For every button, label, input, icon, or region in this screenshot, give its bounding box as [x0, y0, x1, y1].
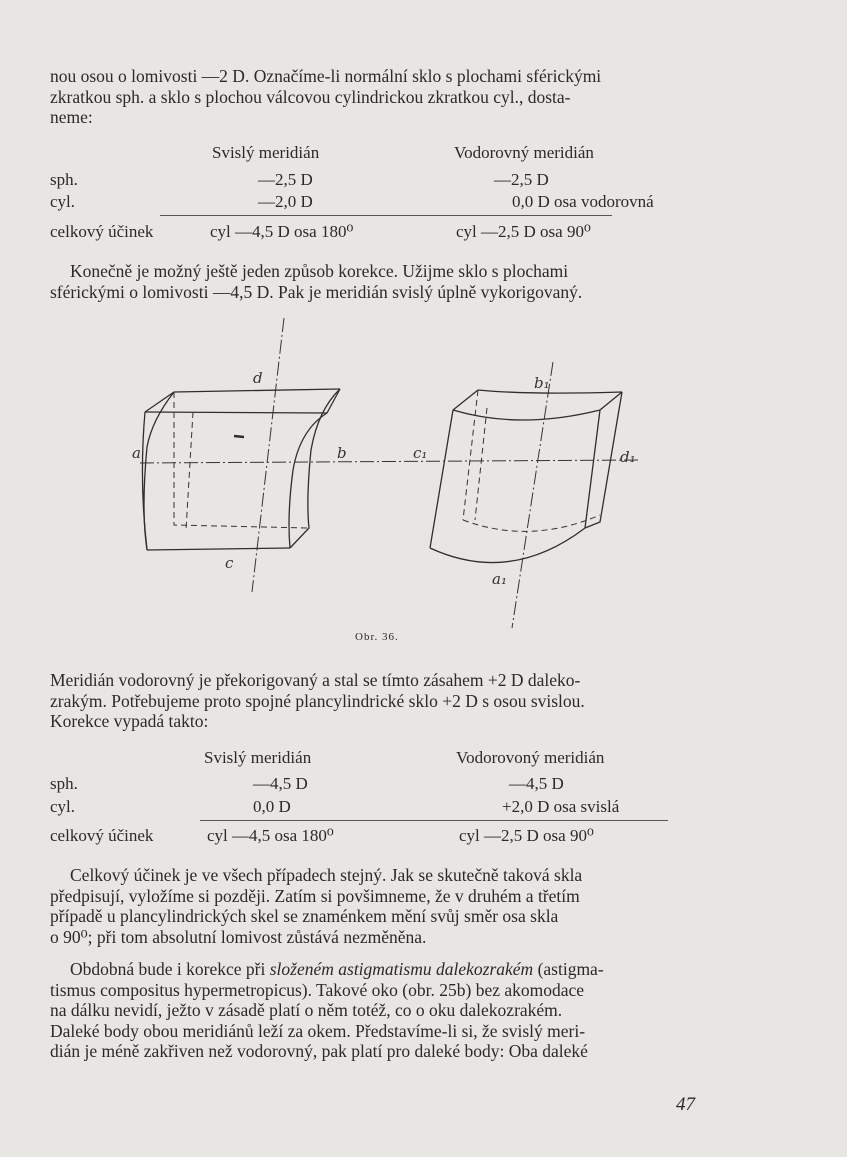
table1-header-horizontal: Vodorovný meridián [454, 143, 594, 162]
text-line: Celkový účinek je ve všech případech stejný. Jak se skutečně taková skla [70, 865, 583, 885]
label-a: a [132, 444, 141, 462]
table1-total-vertical: cyl —4,5 D osa 180⁰ [210, 222, 354, 241]
table1-header-vertical: Svislý meridián [212, 143, 320, 162]
italic-term: složeném astigmatismu dalekozrakém [269, 959, 534, 979]
table2-total-horizontal: cyl —2,5 D osa 90⁰ [459, 826, 594, 845]
table1-row-label: cyl. [50, 192, 76, 211]
text-line: dián je méně zakřiven než vodorovný, pak platí pro daleké body: Oba daleké [50, 1041, 588, 1061]
label-a1: a₁ [492, 570, 507, 588]
text-line: neme: [50, 107, 93, 127]
text-line: tismus compositus hypermetropicus). Takové oko (obr. 25b) bez akomodace [50, 979, 585, 1000]
text-segment: (astigma- [533, 959, 604, 979]
right-lens-drawing [430, 362, 622, 628]
text-line: na dálku nevidí, ježto v zásadě platí o něm totéž, co o oku dalekozrakém. [50, 1000, 563, 1020]
table2-header-horizontal: Vodorovoný meridián [456, 748, 605, 767]
table2-row-label: sph. [50, 774, 78, 793]
table2-row-horizontal: —4,5 D [509, 774, 564, 793]
table1-row-vertical: —2,5 D [258, 170, 313, 189]
text-line: zkratkou sph. a sklo s plochou válcovou cylindrickou zkratkou cyl., dosta- [50, 86, 571, 107]
table1-total-label: celkový účinek [50, 222, 154, 241]
table1-row-horizontal: —2,5 D [494, 170, 549, 189]
label-b1: b₁ [534, 374, 550, 392]
text-line [50, 959, 720, 980]
label-d1: d₁ [620, 448, 636, 466]
text-line: sférickými o lomivosti —4,5 D. Pak je meridián svislý úplně vykorigovaný. [50, 281, 583, 302]
table2-row-label: cyl. [50, 797, 76, 816]
table2-total-label: celkový účinek [50, 826, 154, 845]
figure-caption: Obr. 36. [355, 631, 399, 643]
table1-row-vertical: —2,0 D [258, 192, 313, 211]
page-number: 47 [676, 1094, 695, 1115]
text-line: případě u plancylindrických skel se znaménkem mění svůj směr osa skla [50, 906, 559, 926]
text-line: Daleké body obou meridiánů leží za okem. Představíme-li si, že svislý meri- [50, 1020, 586, 1041]
table2-header-vertical: Svislý meridián [204, 748, 312, 767]
label-d: d [253, 369, 263, 387]
table2-row-horizontal: +2,0 D osa svislá [502, 797, 620, 816]
table2-total-vertical: cyl —4,5 osa 180⁰ [207, 826, 334, 845]
text-line: předpisují, vyložíme si později. Zatím si povšimneme, že v druhém a třetím [50, 885, 580, 906]
table2-row-vertical: —4,5 D [253, 774, 308, 793]
text-segment: Obdobná bude i korekce při [70, 959, 270, 979]
text-line: Korekce vypadá takto: [50, 711, 209, 731]
text-line: nou osou o lomivosti —2 D. Označíme-li normální sklo s plochami sférickými [50, 66, 602, 86]
label-b: b [337, 444, 347, 462]
text-line: Konečně je možný ještě jeden způsob korekce. Užijme sklo s plochami [70, 261, 569, 281]
sum-divider [200, 820, 668, 821]
paragraph-4 [50, 865, 720, 947]
table1-total-horizontal: cyl —2,5 D osa 90⁰ [456, 222, 591, 241]
text-line: zrakým. Potřebujeme proto spojné plancylindrické sklo +2 D s osou svislou. [50, 690, 585, 711]
paragraph-3 [50, 670, 720, 732]
table1-row-horizontal: 0,0 D osa vodorovná [512, 192, 654, 211]
table1-row-label: sph. [50, 170, 78, 189]
text-line: o 90⁰; při tom absolutní lomivost zůstává nezměněna. [50, 926, 427, 947]
label-c1: c₁ [413, 444, 428, 462]
table2-row-vertical: 0,0 D [253, 797, 291, 816]
text-line: Meridián vodorovný je překorigovaný a stal se tímto zásahem +2 D daleko- [50, 670, 581, 690]
label-c: c [225, 554, 234, 572]
left-lens-drawing [142, 318, 340, 592]
paragraph-5 [50, 959, 720, 1062]
